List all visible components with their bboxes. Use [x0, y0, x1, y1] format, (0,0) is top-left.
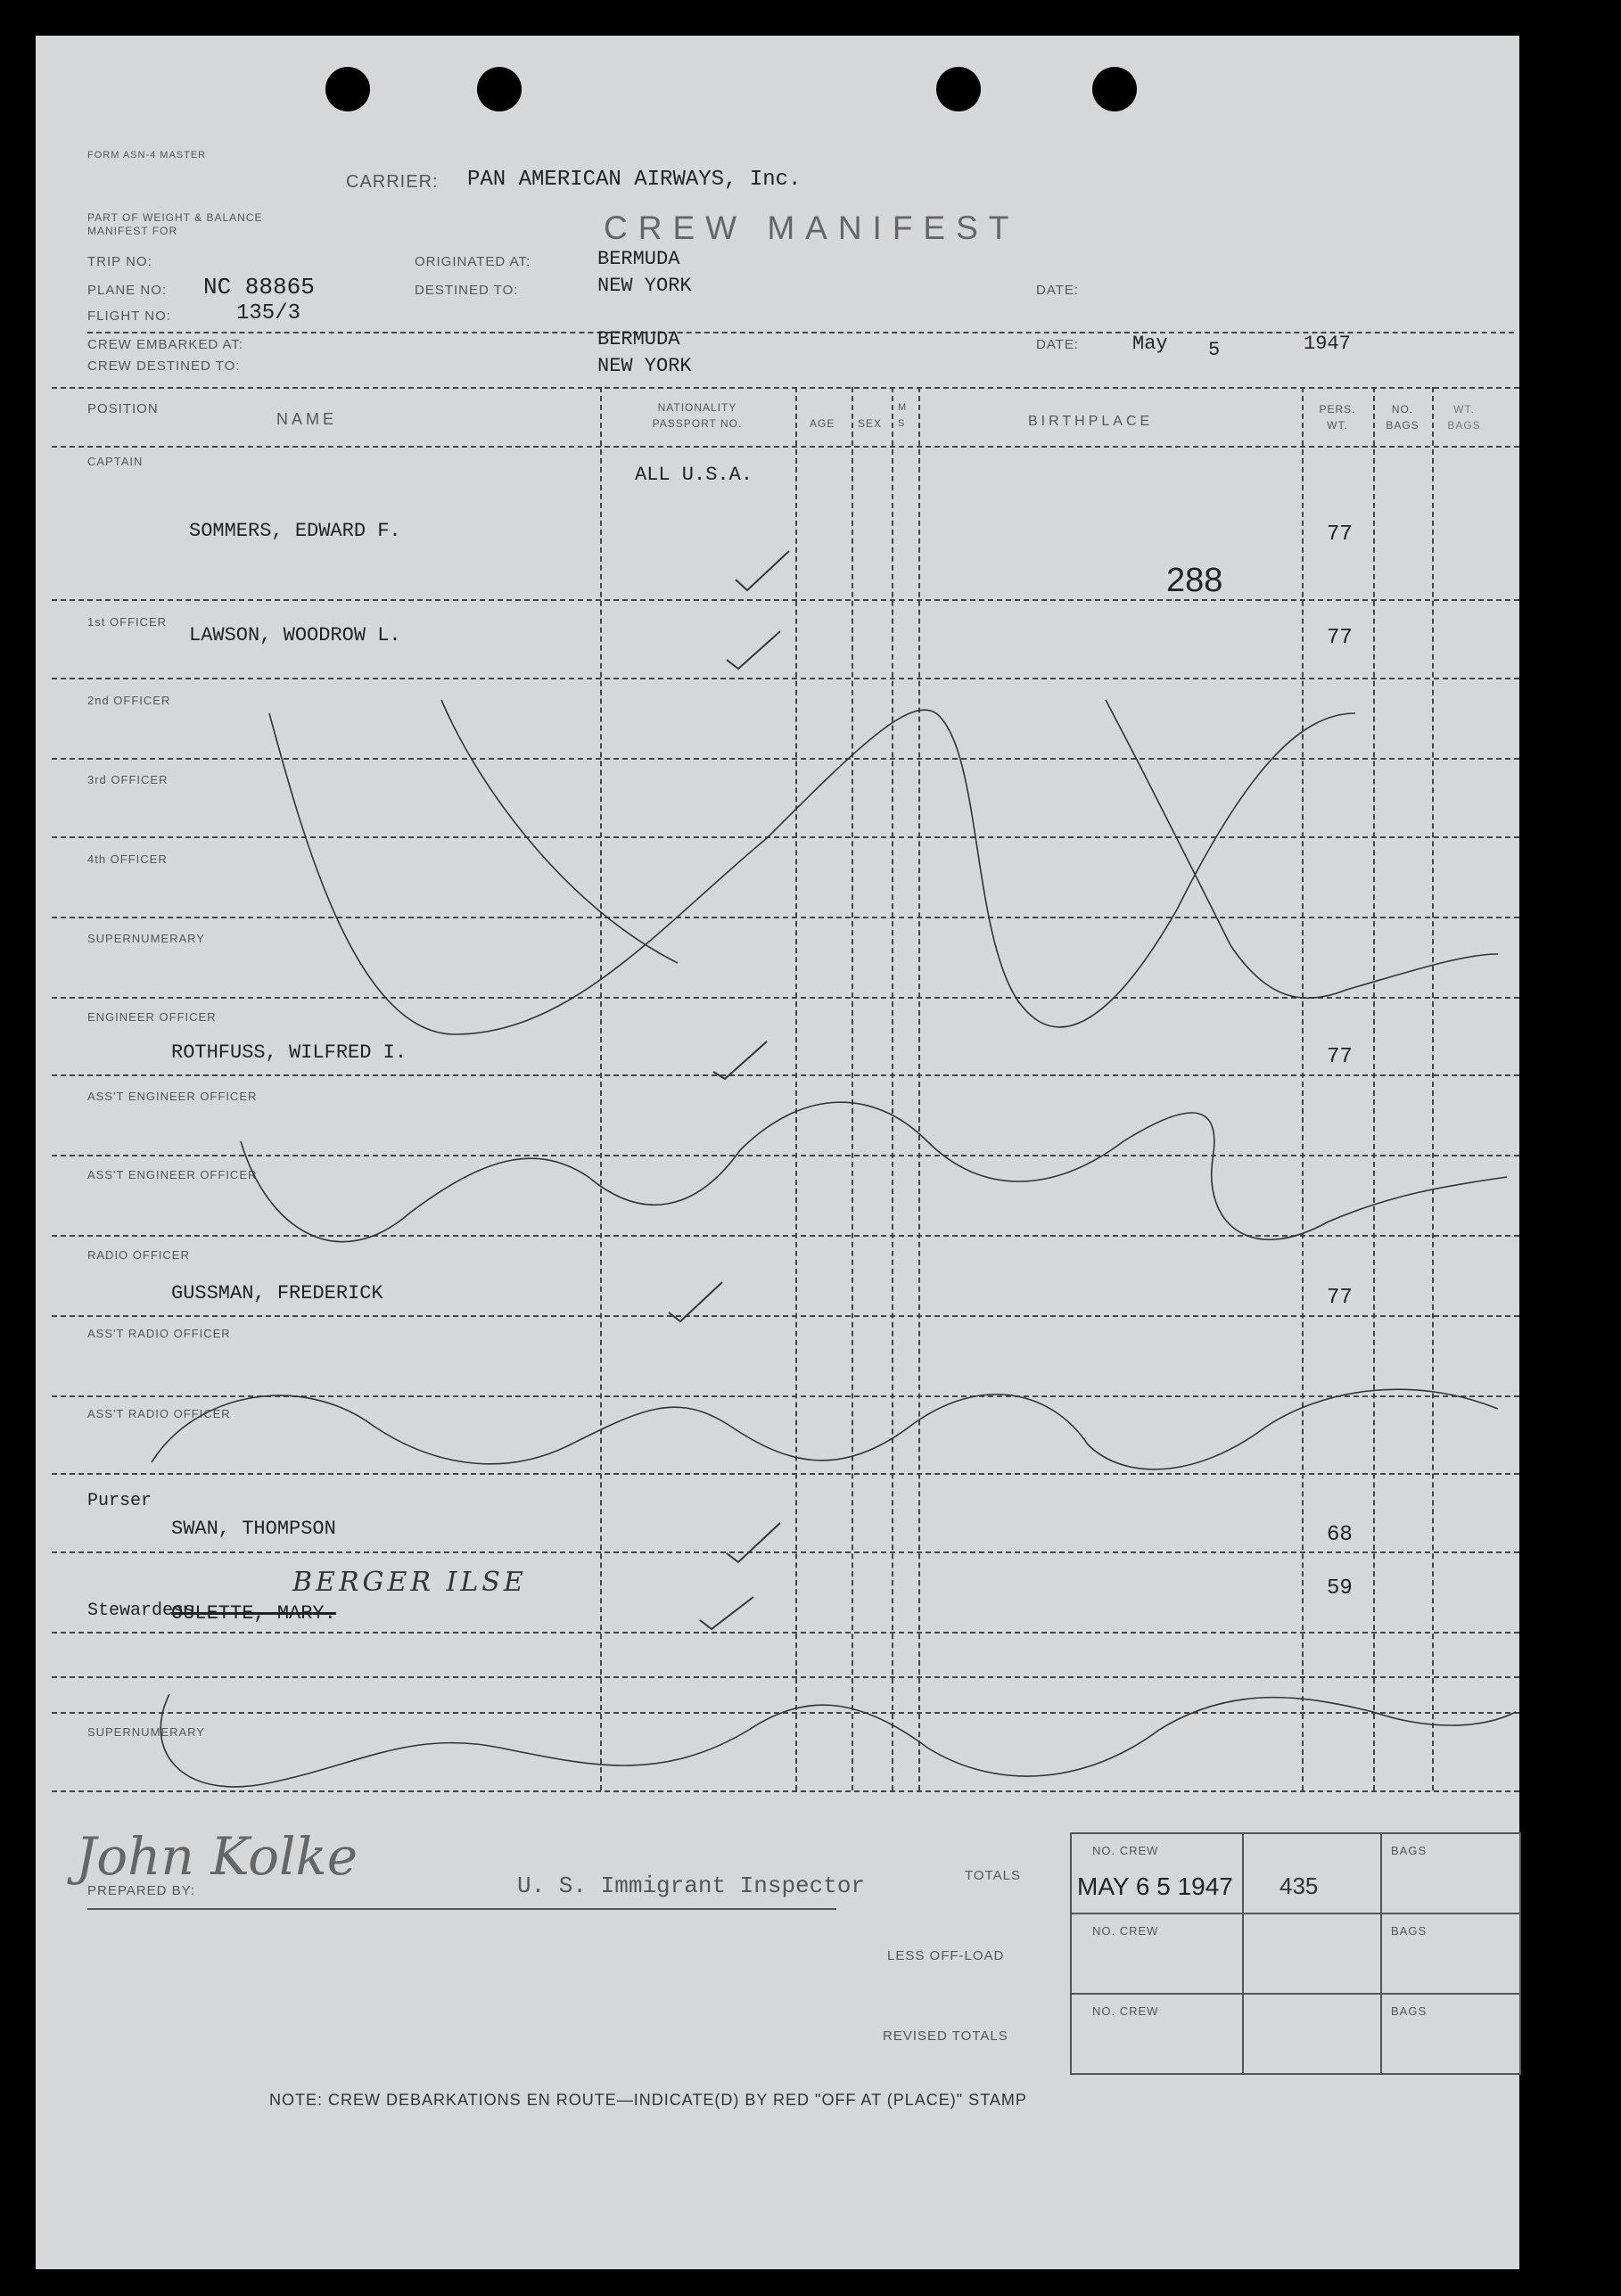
position-label: SUPERNUMERARY	[87, 932, 205, 945]
crew-name: GUSSMAN, FREDERICK	[171, 1282, 383, 1304]
date-stamp: MAY 6 5 1947	[1077, 1872, 1233, 1900]
crew-name-handwritten: BERGER ILSE	[292, 1567, 527, 1598]
no-crew-label: NO. CREW	[1092, 1844, 1159, 1857]
crew-name: ROTHFUSS, WILFRED I.	[171, 1041, 407, 1064]
trip-no-label: TRIP NO:	[87, 254, 152, 269]
position-label: 3rd OFFICER	[87, 773, 169, 786]
crew-destined-value: NEW YORK	[597, 355, 692, 377]
totals-row	[1070, 1913, 1519, 1914]
totals-col	[1242, 1832, 1244, 2073]
crew-embarked-value: BERMUDA	[597, 328, 680, 350]
signature-line	[87, 1908, 836, 1910]
prepared-by-label: PREPARED BY:	[87, 1883, 195, 1898]
flight-no-label: FLIGHT NO:	[87, 309, 171, 324]
col-wt-bags: WT. BAGS	[1447, 403, 1481, 432]
carrier-label: CARRIER:	[346, 172, 439, 192]
position-label: 1st OFFICER	[87, 615, 168, 629]
crew-embarked-label: CREW EMBARKED AT:	[87, 337, 244, 352]
position-label: ENGINEER OFFICER	[87, 1010, 217, 1024]
crew-name-struck: OULETTE, MARY.	[171, 1602, 336, 1625]
position-label: ASS'T RADIO OFFICER	[87, 1327, 231, 1340]
bags-label: BAGS	[1391, 1924, 1428, 1938]
totals-label: TOTALS	[965, 1868, 1021, 1883]
originated-label: ORIGINATED AT:	[415, 254, 531, 269]
total-weight: 435	[1280, 1872, 1319, 1899]
pers-wt-value: 77	[1327, 1045, 1353, 1069]
position-label: SUPERNUMERARY	[87, 1725, 205, 1739]
inspector-signature: John Kolke	[76, 1826, 358, 1887]
pers-wt-value: 77	[1327, 626, 1353, 650]
originated-value: BERMUDA	[597, 248, 680, 270]
form-id: FORM ASN-4 MASTER	[87, 150, 207, 160]
manifest-sheet	[36, 36, 1519, 2269]
destined-value: NEW YORK	[597, 275, 692, 297]
date-label: DATE:	[1036, 283, 1080, 298]
pers-wt-value: 77	[1327, 1286, 1353, 1310]
part-of-label: PART OF WEIGHT & BALANCE MANIFEST FOR	[87, 211, 263, 237]
totals-box	[1070, 1832, 1521, 2075]
col-no-bags: NO. BAGS	[1386, 403, 1419, 432]
nationality-value: ALL U.S.A.	[635, 464, 753, 486]
less-offload-label: LESS OFF-LOAD	[887, 1948, 1005, 1963]
position-label: RADIO OFFICER	[87, 1248, 190, 1262]
crew-name: SWAN, THOMPSON	[171, 1518, 336, 1540]
col-age: AGE	[810, 417, 835, 430]
col-ms: M S	[898, 402, 908, 429]
bags-label: BAGS	[1391, 1844, 1428, 1857]
position-label: CAPTAIN	[87, 455, 144, 468]
carrier-value: PAN AMERICAN AIRWAYS, Inc.	[467, 168, 802, 192]
totals-row	[1070, 1993, 1519, 1995]
date2-day: 5	[1208, 339, 1221, 361]
col-position: POSITION	[87, 401, 159, 416]
cancellation-scribble	[36, 36, 1519, 1819]
position-label: 2nd OFFICER	[87, 694, 171, 707]
revised-totals-label: REVISED TOTALS	[883, 2029, 1008, 2044]
footer-note: NOTE: CREW DEBARKATIONS EN ROUTE—INDICATE(D) BY RED "OFF AT (PLACE)" STAMP	[269, 2091, 1027, 2109]
date2-label: DATE:	[1036, 337, 1080, 352]
plane-no-value: NC 88865	[203, 274, 315, 300]
page-title: CREW MANIFEST	[604, 210, 1020, 246]
col-birthplace: BIRTHPLACE	[1028, 414, 1154, 429]
position-label: Stewardess	[87, 1601, 195, 1621]
crew-name: SOMMERS, EDWARD F.	[189, 520, 401, 542]
date2-month: May	[1132, 333, 1168, 355]
inspector-title: U. S. Immigrant Inspector	[517, 1872, 866, 1899]
bags-label: BAGS	[1391, 2004, 1428, 2018]
no-crew-label: NO. CREW	[1092, 1924, 1159, 1938]
position-label: Purser	[87, 1491, 152, 1511]
pers-wt-value: 68	[1327, 1523, 1353, 1547]
crew-name: LAWSON, WOODROW L.	[189, 624, 401, 646]
position-label: ASS'T RADIO OFFICER	[87, 1407, 231, 1420]
flight-no-value: 135/3	[236, 301, 301, 325]
date2-year: 1947	[1304, 333, 1351, 355]
col-nationality: NATIONALITY PASSPORT NO.	[652, 401, 743, 430]
no-crew-label: NO. CREW	[1092, 2004, 1159, 2018]
annotation-number: 288	[1166, 562, 1223, 599]
col-name: NAME	[276, 410, 338, 428]
col-sex: SEX	[858, 417, 883, 430]
plane-no-label: PLANE NO:	[87, 283, 168, 298]
destined-label: DESTINED TO:	[415, 283, 519, 298]
pers-wt-value: 77	[1327, 523, 1353, 547]
position-label: ASS'T ENGINEER OFFICER	[87, 1168, 258, 1181]
totals-col	[1380, 1832, 1382, 2073]
pers-wt-value: 59	[1327, 1576, 1353, 1601]
crew-destined-label: CREW DESTINED TO:	[87, 358, 241, 374]
col-pers-wt: PERS. WT.	[1319, 403, 1356, 432]
position-label: ASS'T ENGINEER OFFICER	[87, 1090, 258, 1103]
position-label: 4th OFFICER	[87, 852, 168, 866]
